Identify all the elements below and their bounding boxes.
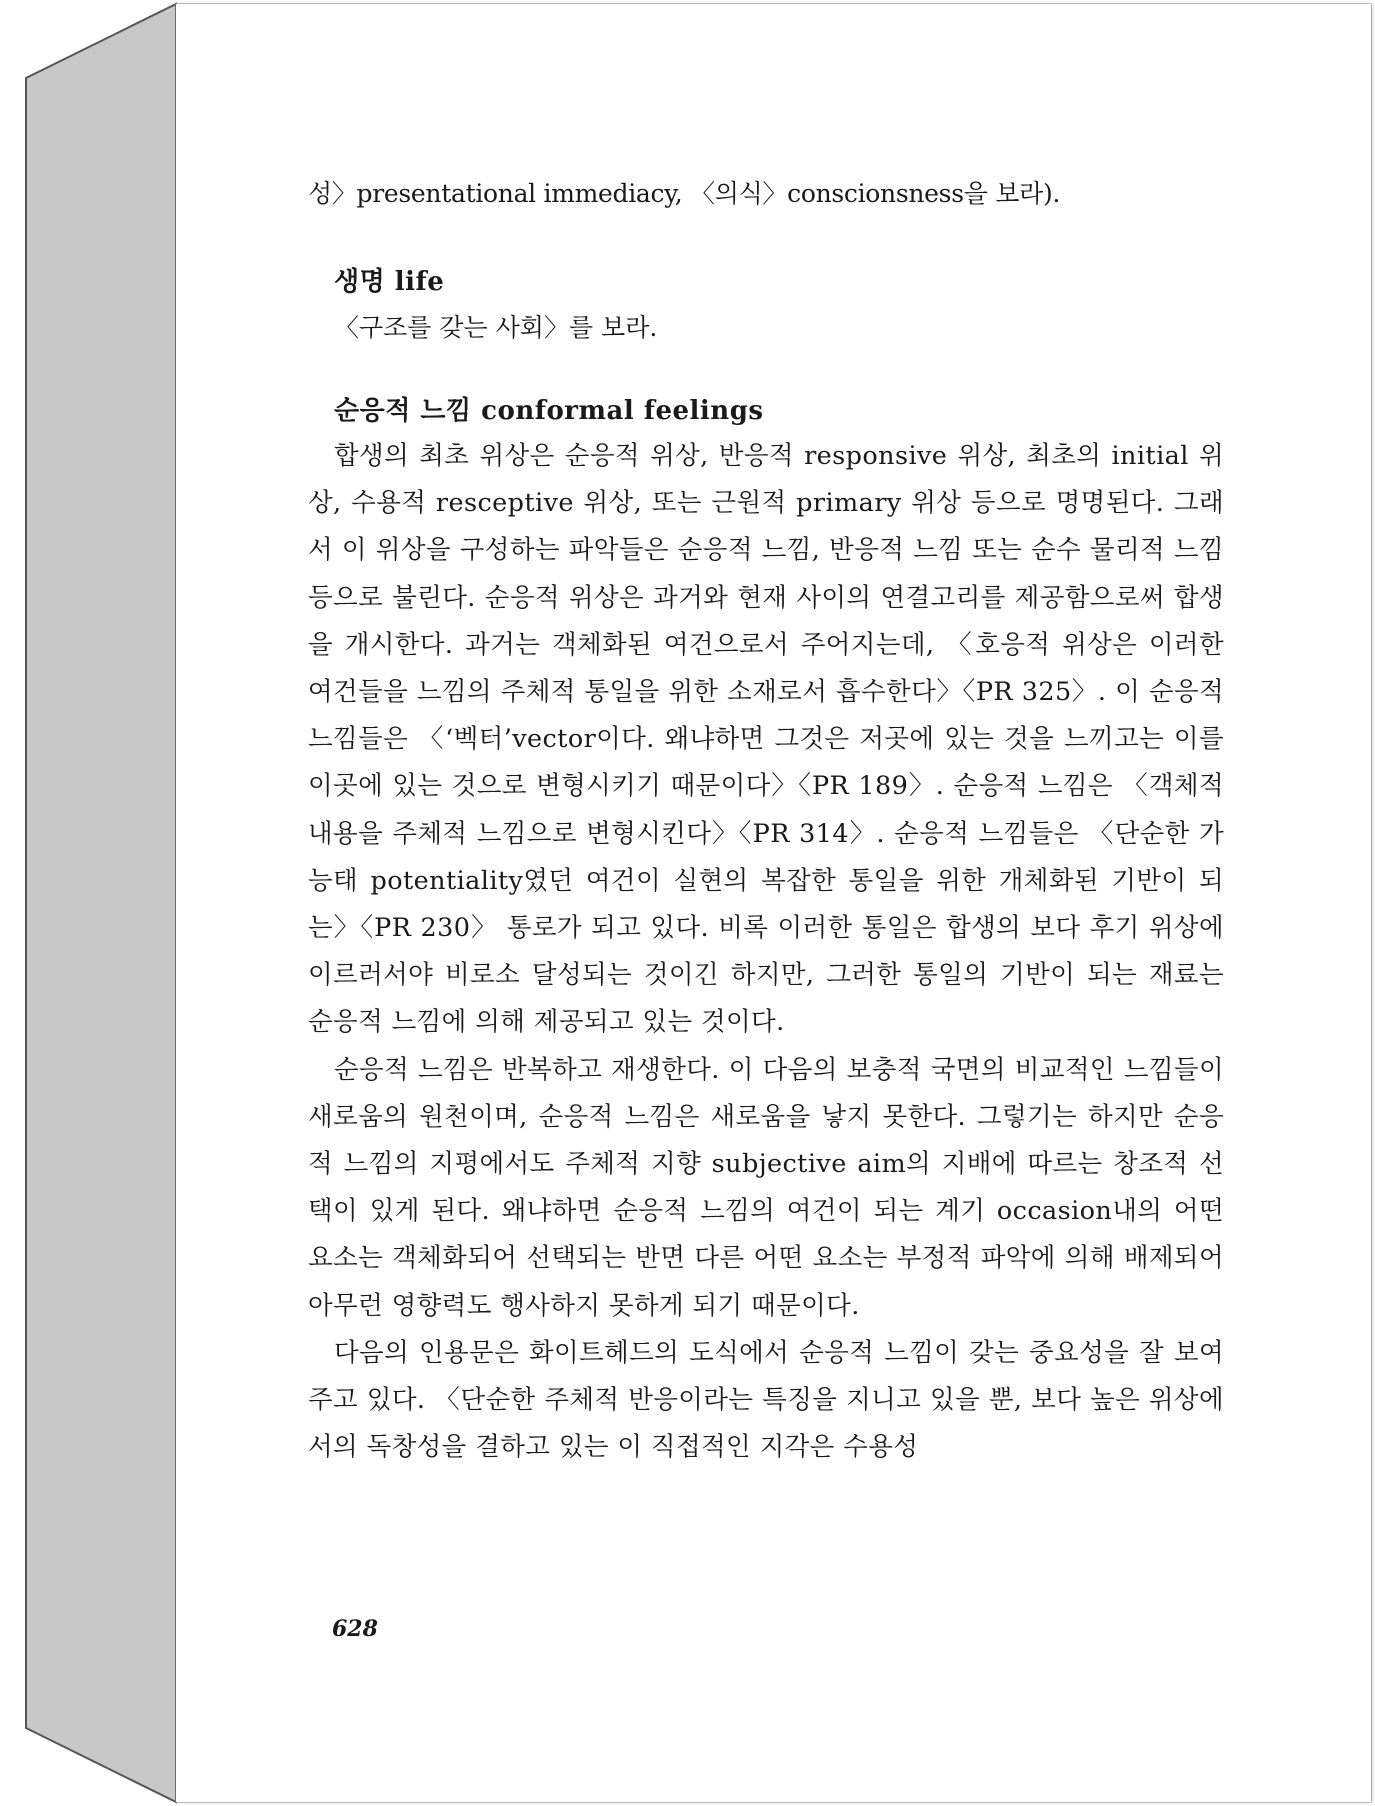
book-page bbox=[176, 4, 1371, 1802]
paragraph: 순응적 느낌은 반복하고 재생한다. 이 다음의 보충적 국면의 비교적인 느낌들이 새로움의 원천이며, 순응적 느낌은 새로움을 낳지 못한다. 그렇기는 하지만 순응적 느낌의 지평에서도 주체적 지향 subjective aim의 지배에 따르는 창조적 선택이 있게 된다. 왜냐하면 순응적 느낌의 여건이 되는 계기 occasion내의 어떤 요소는 객체화되어 선택되는 반면 다른 어떤 요소는 부정적 파악에 의해 배제되어 아무런 영향력도 행사하지 못하게 되기 때문이다. bbox=[308, 1054, 1224, 1321]
page-number: 628 bbox=[332, 1616, 378, 1642]
entry-heading-conformal-feelings: 순응적 느낌 conformal feelings bbox=[334, 396, 764, 426]
entry-body-life: 〈구조를 갖는 사회〉를 보라. bbox=[334, 313, 658, 342]
paragraph: 다음의 인용문은 화이트헤드의 도식에서 순응적 느낌이 갖는 중요성을 잘 보여 주고 있다. 〈단순한 주체적 반응이라는 특징을 지니고 있을 뿐, 보다 높은 위상에서의 독창성을 결하고 있는 이 직접적인 지각은 수용성 bbox=[308, 1337, 1224, 1463]
page-content bbox=[308, 172, 1224, 1471]
entry-heading-life: 생명 life bbox=[334, 267, 445, 297]
paragraph: 합생의 최초 위상은 순응적 위상, 반응적 responsive 위상, 최초의 initial 위상, 수용적 resceptive 위상, 또는 근원적 primary 위상 등으로 명명된다. 그래서 이 위상을 구성하는 파악들은 순응적 느낌, 반응적 느낌 또는 순수 물리적 느낌 등으로 불린다. 순응적 위상은 과거와 현재 사이의 연결고리를 제공함으로써 합생을 개시한다. 과거는 객체화된 여건으로서 주어지는데, 〈호응적 위상은 이러한 여건들을 느낌의 주체적 통일을 위한 소재로서 흡수한다〉〈PR 325〉. 이 순응적 느낌들은 〈‘벡터’vector이다. 왜냐하면 그것은 저곳에 있는 것을 느끼고는 이를 이곳에 있는 것으로 변형시키기 때문이다〉〈PR 189〉. 순응적 느낌은 〈객체적 내용을 주체적 느낌으로 변형시킨다〉〈PR 314〉. 순응적 느낌들은 〈단순한 가능태 potentiality였던 여건이 실현의 복잡한 통일을 위한 개체화된 기반이 되는〉〈PR 230〉 통로가 되고 있다. 비록 이러한 통일은 합생의 보다 후기 위상에 이르러서야 비로소 달성되는 것이긴 하지만, 그러한 통일의 기반이 되는 재료는 순응적 느낌에 의해 제공되고 있는 것이다. bbox=[308, 441, 1224, 1038]
continued-text-line: 성〉presentational immediacy, 〈의식〉conscionsness을 보라). bbox=[308, 179, 1061, 208]
